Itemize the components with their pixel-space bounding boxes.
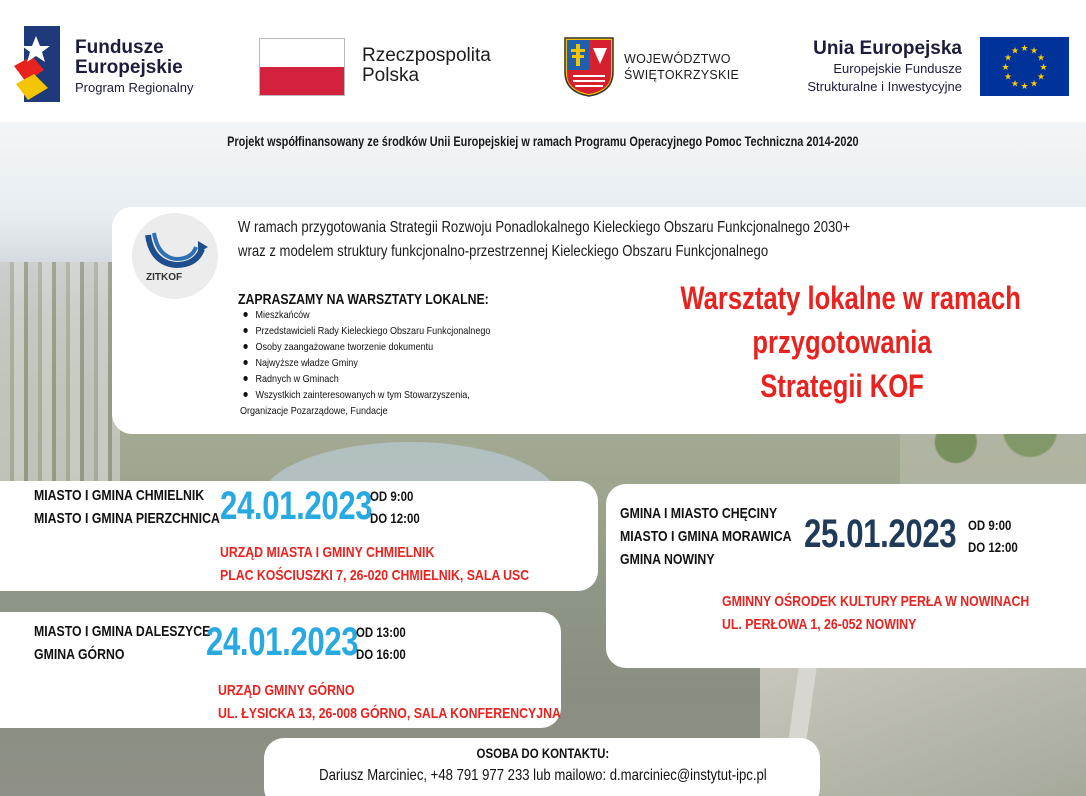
swietokrzyskie-crest-icon xyxy=(563,36,615,98)
svg-text:★: ★ xyxy=(1039,63,1048,73)
fundusze-europejskie-logo-icon xyxy=(14,26,60,102)
event3-muni2: MIASTO I GMINA MORAWICA xyxy=(620,528,792,545)
event3-venue1: GMINNY OŚRODEK KULTURY PERŁA W NOWINACH xyxy=(722,593,1030,610)
contact-title xyxy=(0,743,1086,762)
list-item: Radnych w Gminach xyxy=(240,371,490,387)
ue-logo-text xyxy=(807,38,962,96)
event1-muni2: MIASTO I GMINA PIERZCHNICA xyxy=(34,510,220,527)
bullet-icon xyxy=(243,376,247,381)
list-item: Wszystkich zainteresowanych w tym Stowarzyszenia, xyxy=(240,387,490,403)
event2-hours xyxy=(356,621,417,665)
fe-line1: Fundusze xyxy=(75,37,164,58)
bullet-icon xyxy=(243,344,247,349)
event3-muni3: GMINA NOWINY xyxy=(620,551,715,568)
event1-venue2: PLAC KOŚCIUSZKI 7, 26-020 CHMIELNIK, SALA USC xyxy=(220,567,530,584)
svg-text:★: ★ xyxy=(1029,46,1039,57)
bullet-icon xyxy=(243,312,247,317)
list-item: Najwyższe władze Gminy xyxy=(240,355,490,371)
event3-municipalities xyxy=(620,502,829,571)
headline-line3: Strategii KOF xyxy=(760,368,924,404)
event2-venue1: URZĄD GMINY GÓRNO xyxy=(218,682,355,699)
zitkof-logo-icon xyxy=(132,213,218,299)
event1-date: 24.01.2023 xyxy=(220,484,373,528)
event3-from: OD 9:00 xyxy=(968,517,1012,533)
intro-line1: W ramach przygotowania Strategii Rozwoju Ponadlokalnego Kieleckiego Obszaru Funkcjonalnego 2030+ xyxy=(238,219,851,236)
svg-text:★: ★ xyxy=(1003,72,1013,83)
svg-text:★: ★ xyxy=(1001,63,1010,73)
eu-flag-icon xyxy=(980,37,1069,96)
event2-date: 24.01.2023 xyxy=(206,620,359,664)
event1-venue xyxy=(220,541,597,587)
event3-venue xyxy=(722,590,1086,636)
event1-from: OD 9:00 xyxy=(370,488,414,504)
ue-line1: Unia Europejska xyxy=(813,38,962,59)
list-item: Osoby zaangażowane tworzenie dokumentu xyxy=(240,339,490,355)
event3-date: 25.01.2023 xyxy=(804,512,957,556)
fe-line3: Program Regionalny xyxy=(75,80,194,95)
contact-details xyxy=(0,765,1086,785)
svg-text:★: ★ xyxy=(1020,44,1029,54)
event2-venue xyxy=(218,679,636,725)
svg-text:★: ★ xyxy=(1010,79,1020,90)
tagline-text: Projekt współfinansowany ze środków Unii Europejskiej w ramach Programu Operacyjnego Pomoc Techniczna 2014-2020 xyxy=(227,133,859,149)
event2-to: DO 16:00 xyxy=(356,646,406,662)
bullet-icon xyxy=(243,392,247,397)
headline-line1: Warsztaty lokalne w ramach xyxy=(680,280,1021,316)
svg-text:★: ★ xyxy=(1029,79,1039,90)
event2-muni2: GMINA GÓRNO xyxy=(34,646,125,663)
zitkof-label: ZITKOF xyxy=(146,272,183,283)
svg-text:★: ★ xyxy=(1036,53,1046,64)
polish-flag-icon xyxy=(259,38,345,96)
event1-to: DO 12:00 xyxy=(370,510,420,526)
event3-hours xyxy=(968,514,1029,558)
svg-text:★: ★ xyxy=(1020,82,1029,92)
headline-line2: przygotowania xyxy=(752,324,932,360)
ws-line2: ŚWIĘTOKRZYSKIE xyxy=(624,68,740,82)
logo-bar xyxy=(0,0,1086,122)
event1-muni1: MIASTO I GMINA CHMIELNIK xyxy=(34,487,205,504)
headline xyxy=(640,276,1044,408)
event3-to: DO 12:00 xyxy=(968,539,1018,555)
svg-text:★: ★ xyxy=(1003,53,1013,64)
rp-logo-text xyxy=(362,46,491,86)
event3-muni1: GMINA I MIASTO CHĘCINY xyxy=(620,505,778,522)
rp-line1: Rzeczpospolita xyxy=(362,45,491,66)
list-item: Przedstawicieli Rady Kieleckiego Obszaru Funkcjonalnego xyxy=(240,323,490,339)
svg-text:★: ★ xyxy=(1010,46,1020,57)
svg-text:★: ★ xyxy=(1036,72,1046,83)
ws-line1: WOJEWÓDZTWO xyxy=(624,52,731,66)
list-item: Organizacje Pozarządowe, Fundacje xyxy=(240,405,388,417)
event1-venue1: URZĄD MIASTA I GMINY CHMIELNIK xyxy=(220,544,435,561)
ue-line2: Europejskie Fundusze xyxy=(833,61,962,76)
ue-line3: Strukturalne i Inwestycyjne xyxy=(807,79,962,94)
invite-text: ZAPRASZAMY NA WARSZTATY LOKALNE: xyxy=(238,291,489,308)
bullet-icon xyxy=(243,360,247,365)
event2-muni1: MIASTO I GMINA DALESZYCE xyxy=(34,623,211,640)
event1-hours xyxy=(370,485,431,529)
event3-venue2: UL. PERŁOWA 1, 26-052 NOWINY xyxy=(722,616,917,633)
list-item: Mieszkańców xyxy=(240,307,490,323)
audience-list xyxy=(240,307,531,419)
contact-details-text: Dariusz Marciniec, +48 791 977 233 lub mailowo: d.marciniec@instytut-ipc.pl xyxy=(319,767,767,784)
rp-line2: Polska xyxy=(362,65,420,86)
bullet-icon xyxy=(243,328,247,333)
fe-line2: Europejskie xyxy=(75,57,183,78)
fe-logo-text xyxy=(75,38,194,98)
intro-text xyxy=(238,216,985,264)
ws-logo-text xyxy=(624,51,739,83)
event2-venue2: UL. ŁYSICKA 13, 26-008 GÓRNO, SALA KONFERENCYJNA xyxy=(218,705,561,722)
funding-tagline xyxy=(0,131,1086,150)
contact-title-text: OSOBA DO KONTAKTU: xyxy=(476,745,610,761)
invite-heading xyxy=(238,289,544,308)
event2-from: OD 13:00 xyxy=(356,624,406,640)
intro-line2: wraz z modelem struktury funkcjonalno-przestrzennej Kieleckiego Obszaru Funkcjonalnego xyxy=(238,243,769,260)
